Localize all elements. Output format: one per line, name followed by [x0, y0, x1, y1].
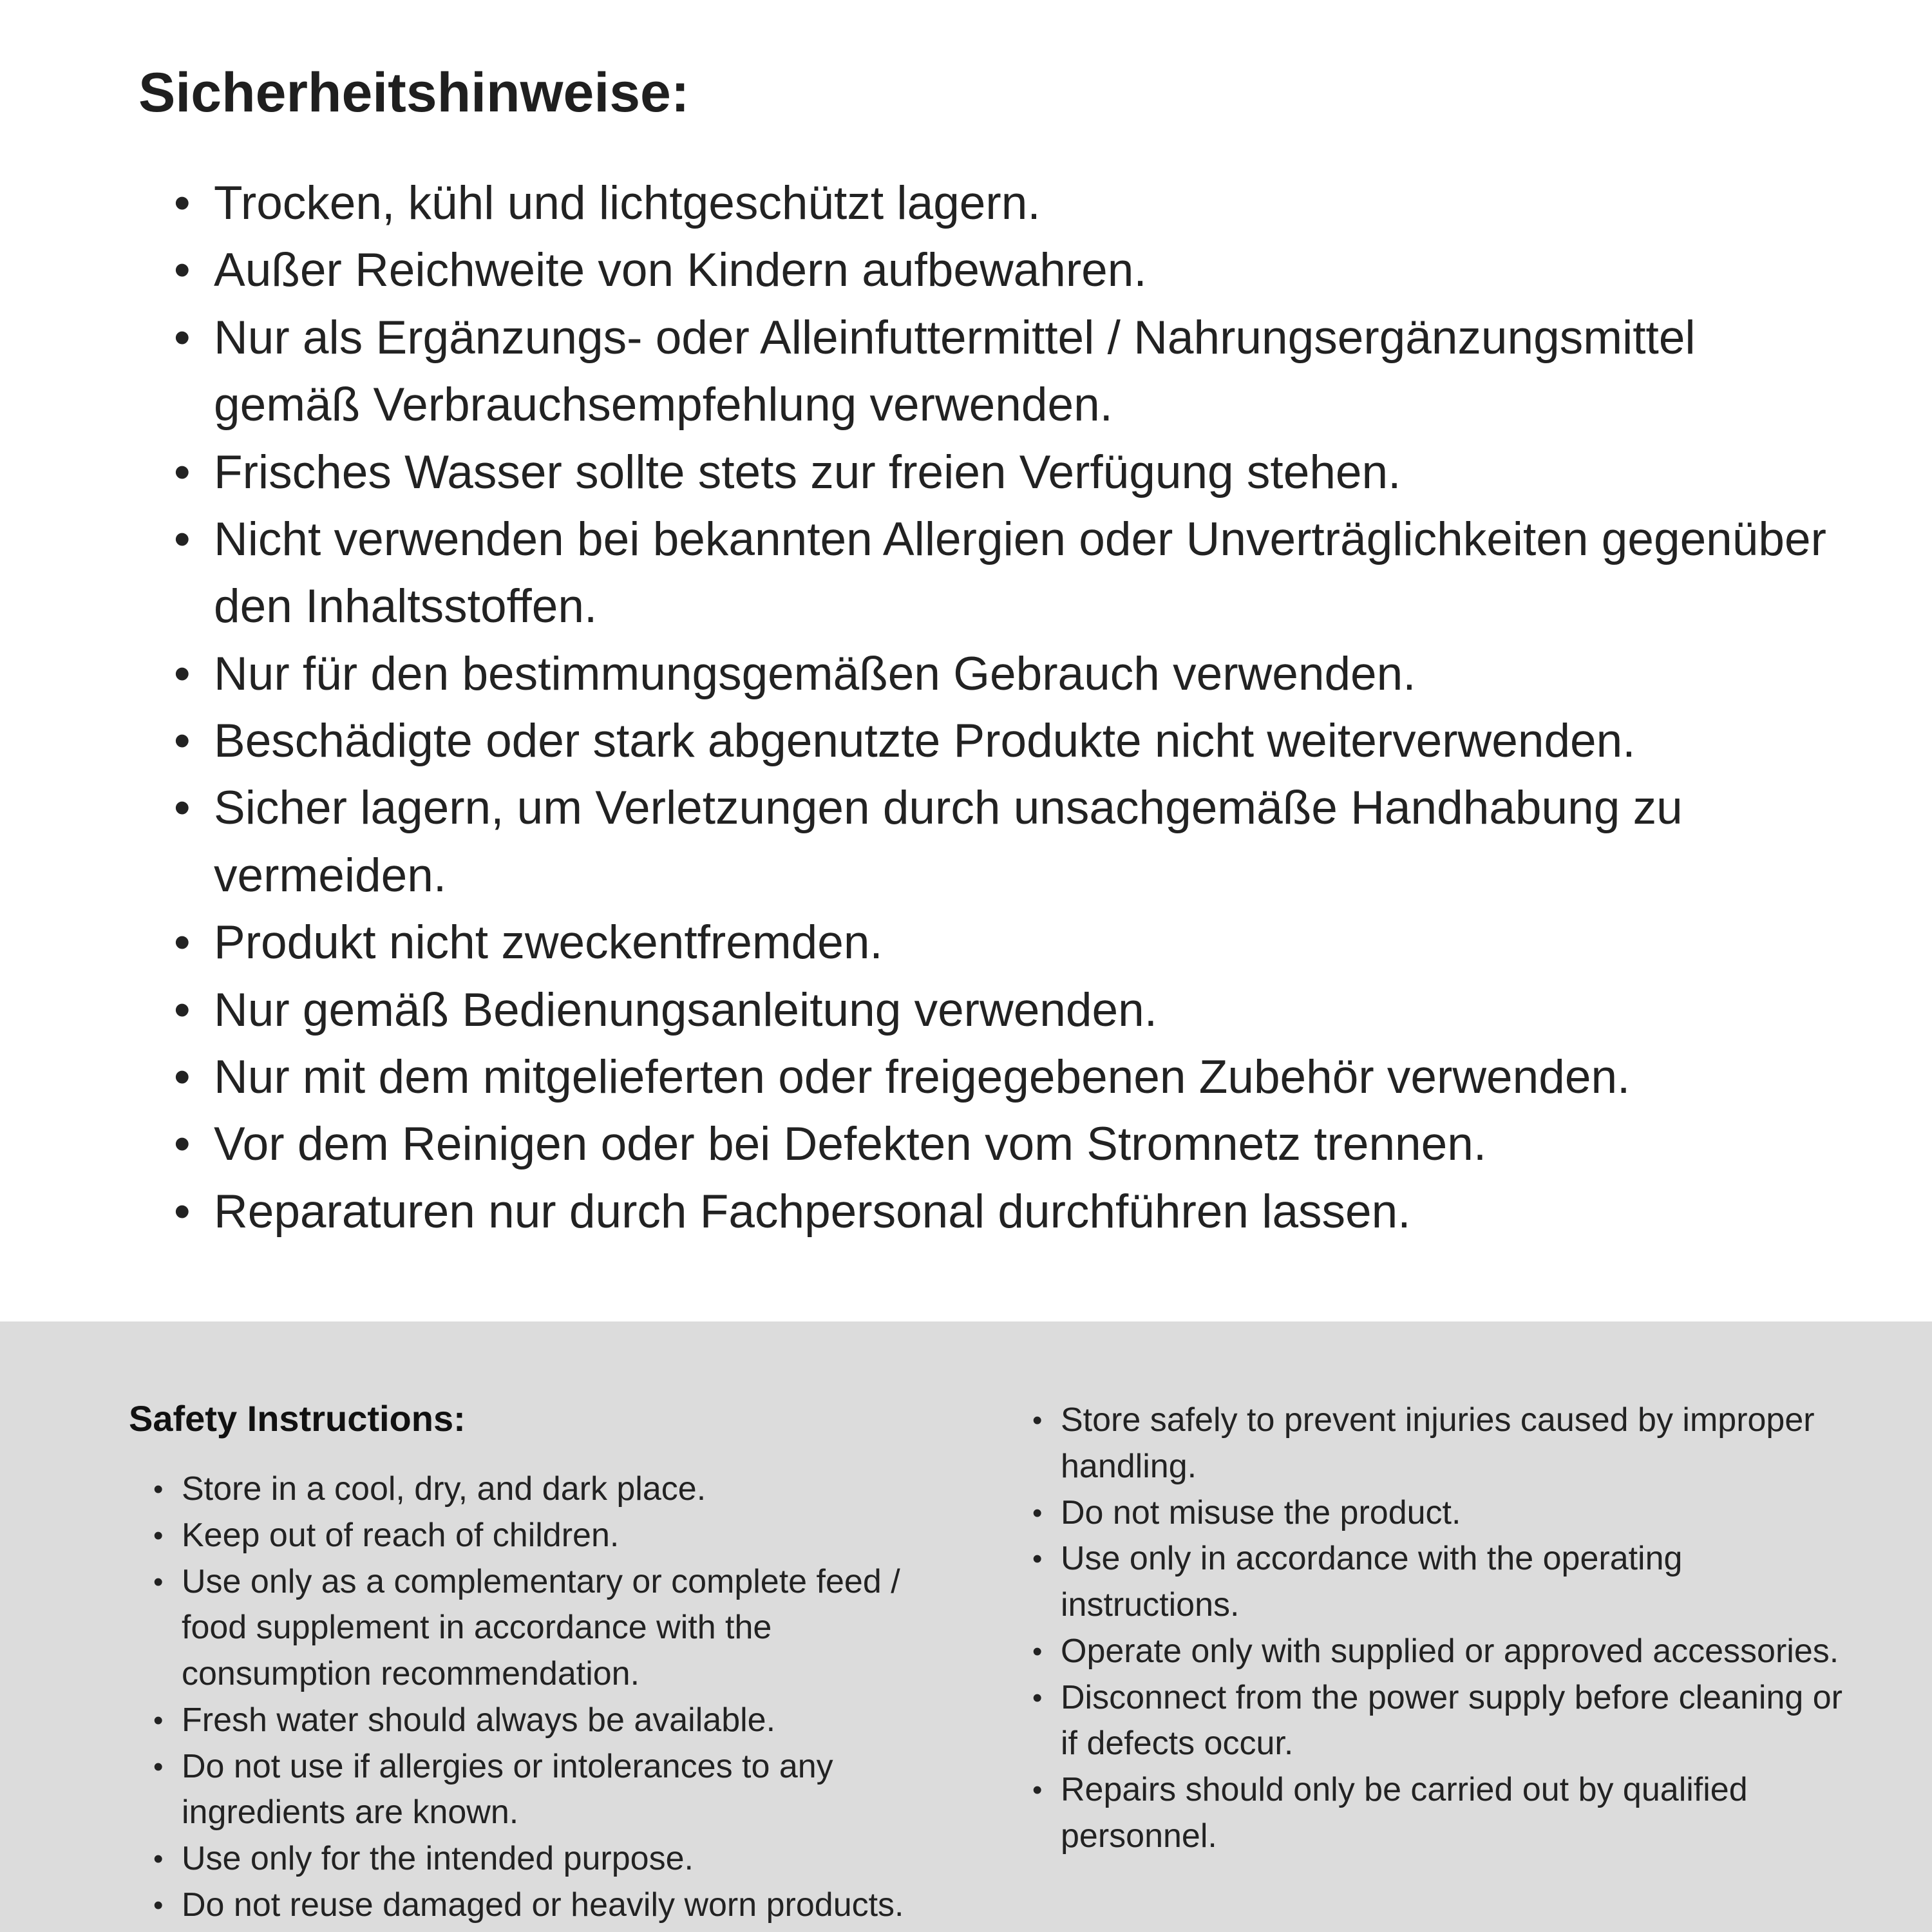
english-left-column: [129, 1397, 950, 1929]
german-instructions-list: [174, 170, 1835, 1245]
list-item: • Vor dem Reinigen oder bei Defekten vom Stromnetz trennen.: [174, 1111, 1835, 1178]
list-item: • Disconnect from the power supply before cleaning or if defects occur.: [1027, 1675, 1848, 1768]
list-item: • Nur mit dem mitgelieferten oder freigegebenen Zubehör verwenden.: [174, 1044, 1835, 1111]
list-item: • Nur gemäß Bedienungsanleitung verwenden.: [174, 977, 1835, 1044]
english-right-column: [1027, 1397, 1848, 1929]
list-item: • Fresh water should always be available.: [148, 1698, 950, 1744]
list-item: • Frisches Wasser sollte stets zur freien Verfügung stehen.: [174, 439, 1835, 506]
list-item: • Nur für den bestimmungsgemäßen Gebrauch verwenden.: [174, 641, 1835, 708]
list-item: • Use only for the intended purpose.: [148, 1836, 950, 1882]
english-columns: [129, 1397, 1848, 1929]
list-item: • Außer Reichweite von Kindern aufbewahren.: [174, 237, 1835, 304]
list-item: • Operate only with supplied or approved accessories.: [1027, 1629, 1848, 1675]
list-item: • Do not misuse the product.: [1027, 1490, 1848, 1537]
list-item: • Reparaturen nur durch Fachpersonal durchführen lassen.: [174, 1179, 1835, 1245]
list-item: • Use only in accordance with the operating instructions.: [1027, 1536, 1848, 1629]
list-item: • Repairs should only be carried out by qualified personnel.: [1027, 1767, 1848, 1860]
list-item: • Use only as a complementary or complete feed / food supplement in accordance with the consumption recommendation.: [148, 1559, 950, 1698]
list-item: • Nicht verwenden bei bekannten Allergien oder Unverträglichkeiten gegenüber den Inhaltsstoffen.: [174, 506, 1835, 641]
list-item: • Nur als Ergänzungs- oder Alleinfuttermittel / Nahrungsergänzungsmittel gemäß Verbrauchsempfehlung verwenden.: [174, 305, 1835, 439]
list-item: • Trocken, kühl und lichtgeschützt lagern.: [174, 170, 1835, 237]
english-section-title: Safety Instructions:: [129, 1398, 466, 1439]
english-safety-section: [0, 1321, 1932, 1932]
list-item: • Do not reuse damaged or heavily worn products.: [148, 1882, 950, 1929]
list-item: • Store in a cool, dry, and dark place.: [148, 1466, 950, 1513]
list-item: • Beschädigte oder stark abgenutzte Produkte nicht weiterverwenden.: [174, 708, 1835, 775]
english-right-list: [1027, 1397, 1848, 1860]
list-item: • Keep out of reach of children.: [148, 1513, 950, 1559]
list-item: • Produkt nicht zweckentfremden.: [174, 909, 1835, 976]
english-left-list: [129, 1466, 950, 1929]
list-item: • Do not use if allergies or intolerances to any ingredients are known.: [148, 1744, 950, 1837]
german-section-title: Sicherheitshinweise:: [138, 62, 690, 124]
list-item: • Store safely to prevent injuries caused by improper handling.: [1027, 1397, 1848, 1490]
list-item: • Sicher lagern, um Verletzungen durch unsachgemäße Handhabung zu vermeiden.: [174, 775, 1835, 909]
